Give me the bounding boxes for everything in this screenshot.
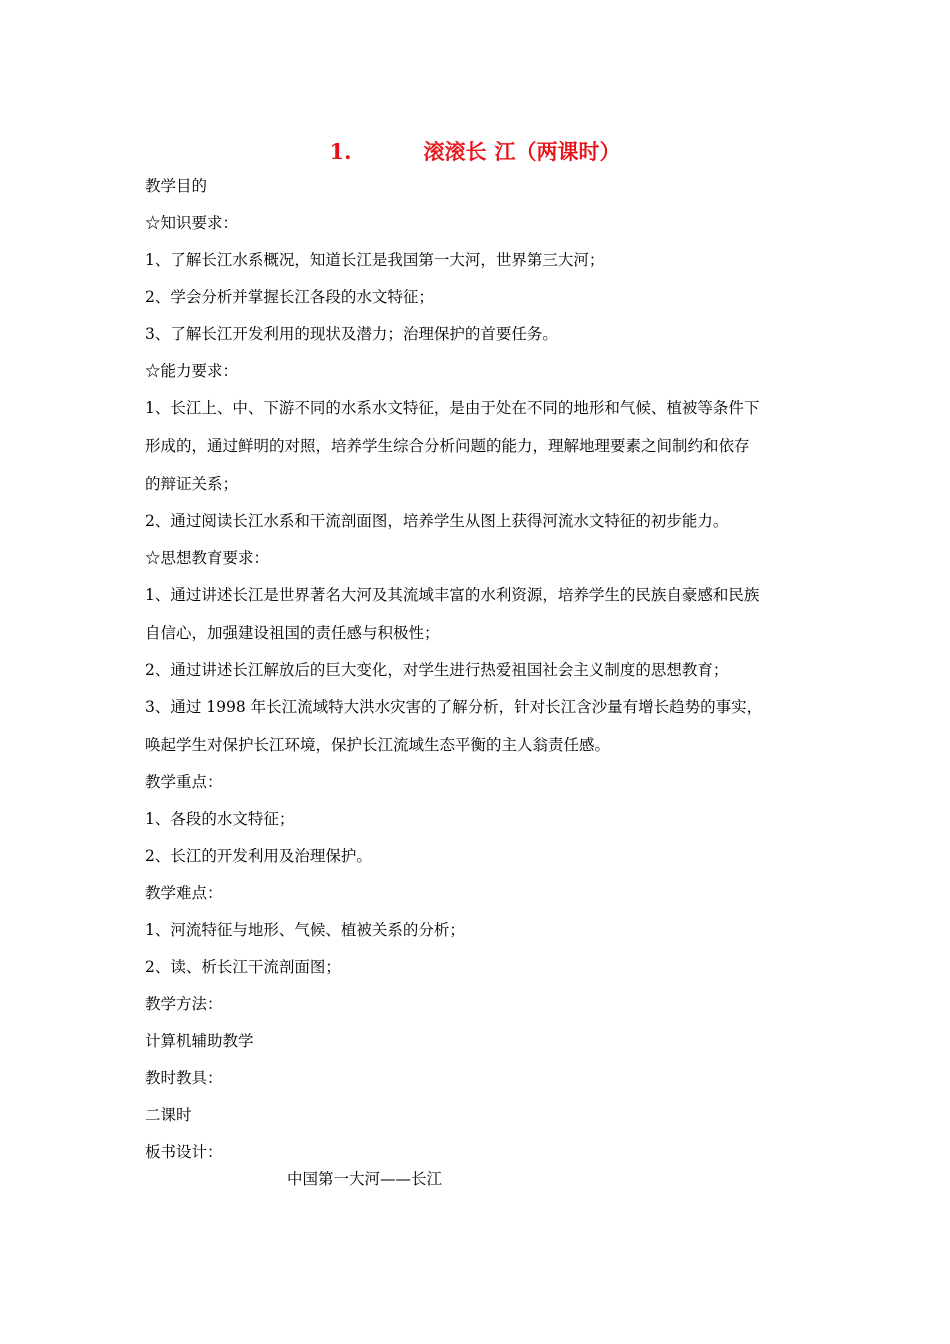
list-item: 1、各段的水文特征； — [145, 810, 295, 828]
list-item-continuation: 形成的，通过鲜明的对照，培养学生综合分析问题的能力，理解地理要素之间制约和依存 — [145, 437, 750, 455]
paragraph: 二课时 — [145, 1106, 192, 1124]
document-title — [0, 136, 950, 166]
board-title: 中国第一大河——长江 — [287, 1170, 443, 1188]
subheading-ability: ☆能力要求： — [145, 362, 239, 380]
list-item: 2、通过阅读长江水系和干流剖面图，培养学生从图上获得河流水文特征的初步能力。 — [145, 512, 729, 530]
document-body — [145, 176, 810, 1179]
list-item-continuation: 自信心，加强建设祖国的责任感与积极性； — [145, 624, 440, 642]
list-item: 1、长江上、中、下游不同的水系水文特征，是由于处在不同的地形和气候、植被等条件下 — [145, 399, 760, 417]
section-heading-board-design: 板书设计： — [145, 1143, 223, 1161]
list-item: 1、了解长江水系概况，知道长江是我国第一大河，世界第三大河； — [145, 251, 605, 269]
section-heading-key-points: 教学重点： — [145, 773, 223, 791]
list-item: 2、读、析长江干流剖面图； — [145, 958, 341, 976]
list-item: 3、通过 1998 年长江流域特大洪水灾害的了解分析，针对长江含沙量有增长趋势的事实， — [145, 698, 763, 716]
list-item: 3、了解长江开发利用的现状及潜力；治理保护的首要任务。 — [145, 325, 558, 343]
list-item: 1、通过讲述长江是世界著名大河及其流域丰富的水利资源，培养学生的民族自豪感和民族 — [145, 586, 760, 604]
title-part-2: 江（两课时） — [494, 139, 621, 164]
subheading-ideology: ☆思想教育要求： — [145, 549, 270, 567]
section-heading-tools: 教时教具： — [145, 1069, 223, 1087]
section-heading-teaching-goals: 教学目的 — [145, 177, 208, 195]
title-part-1: 滚滚长 — [423, 139, 487, 164]
list-item: 1、河流特征与地形、气候、植被关系的分析； — [145, 921, 465, 939]
subheading-knowledge: ☆知识要求： — [145, 214, 239, 232]
section-heading-difficulties: 教学难点： — [145, 884, 223, 902]
list-item: 2、长江的开发利用及治理保护。 — [145, 847, 372, 865]
list-item-continuation: 唤起学生对保护长江环境，保护长江流域生态平衡的主人翁责任感。 — [145, 736, 611, 754]
list-item: 2、通过讲述长江解放后的巨大变化，对学生进行热爱祖国社会主义制度的思想教育； — [145, 661, 729, 679]
list-item: 2、学会分析并掌握长江各段的水文特征； — [145, 288, 434, 306]
section-heading-methods: 教学方法： — [145, 995, 223, 1013]
title-number: 1. — [329, 139, 352, 164]
paragraph: 计算机辅助教学 — [145, 1032, 254, 1050]
list-item-continuation: 的辩证关系； — [145, 475, 239, 493]
